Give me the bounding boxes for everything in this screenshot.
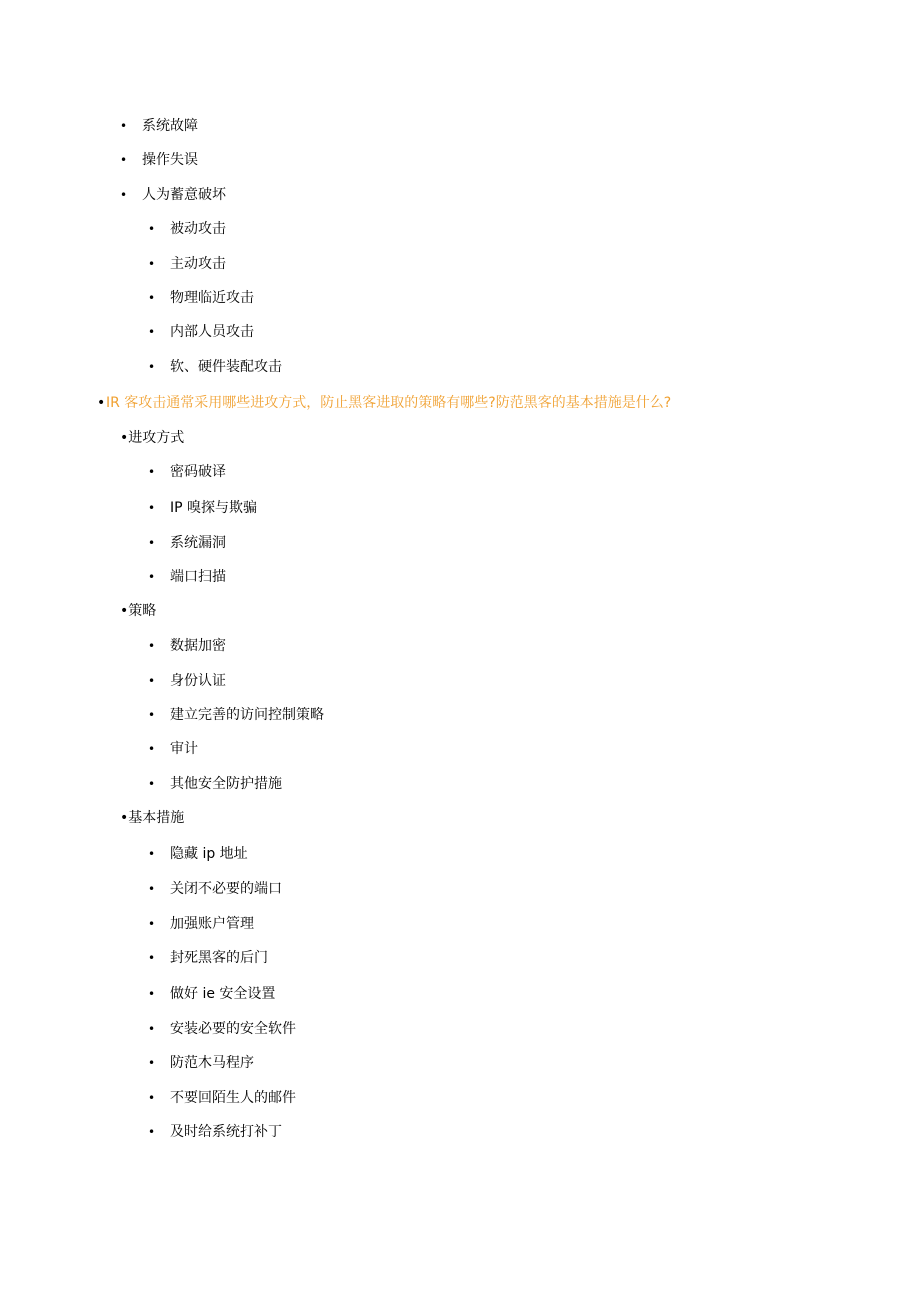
- list-item-text: 关闭不必要的端口: [170, 881, 282, 897]
- bullet: •: [148, 1056, 156, 1070]
- bullet: •: [148, 951, 156, 965]
- bullet: •: [120, 119, 128, 133]
- bullet: •: [148, 465, 156, 479]
- bullet: •: [148, 847, 156, 861]
- list-item-text: 软、硬件装配攻击: [170, 359, 282, 375]
- list-item-text: 其他安全防护措施: [170, 776, 282, 792]
- list-item-text: 及时给系统打补丁: [170, 1124, 282, 1140]
- section-title-text: •基本措施: [120, 810, 185, 826]
- list-item-text: 防范木马程序: [170, 1055, 254, 1071]
- list-item-text: 身份认证: [170, 673, 226, 689]
- list-item-text: 数据加密: [170, 638, 226, 654]
- list-item-text: 不要回陌生人的邮件: [170, 1090, 296, 1106]
- bullet: •: [148, 325, 156, 339]
- bullet: •: [148, 674, 156, 688]
- section-title-text: •策略: [120, 603, 157, 619]
- list-item-text: 端口扫描: [170, 569, 226, 585]
- list-item-text: 人为蓄意破坏: [142, 187, 226, 203]
- bullet: •: [148, 708, 156, 722]
- section-title-text: •进攻方式: [120, 430, 185, 446]
- list-item-text: 内部人员攻击: [170, 324, 254, 340]
- list-item-text: 系统故障: [142, 118, 198, 134]
- bullet: •: [148, 291, 156, 305]
- bullet: •: [148, 222, 156, 236]
- bullet: •: [148, 536, 156, 550]
- list-item-text: 系统漏洞: [170, 535, 226, 551]
- bullet: •: [148, 360, 156, 374]
- bullet: •: [148, 1022, 156, 1036]
- list-item-text: 安装必要的安全软件: [170, 1021, 296, 1037]
- bullet: •: [148, 742, 156, 756]
- bullet: •: [148, 1125, 156, 1139]
- list-item-text: 物理临近攻击: [170, 290, 254, 306]
- bullet: •: [148, 570, 156, 584]
- list-item-text: 密码破译: [170, 464, 226, 480]
- list-item-text: IP 嗅探与欺骗: [170, 500, 258, 516]
- list-item-text: 审计: [170, 741, 198, 757]
- bullet: •: [148, 501, 156, 515]
- list-item-text: 加强账户管理: [170, 916, 254, 932]
- bullet: •: [148, 639, 156, 653]
- bullet: •: [148, 1091, 156, 1105]
- bullet: •: [120, 188, 128, 202]
- bullet: •: [148, 917, 156, 931]
- list-item-text: 建立完善的访问控制策略: [170, 707, 324, 723]
- list-item-text: 做好 ie 安全设置: [170, 986, 276, 1002]
- list-item-text: 封死黑客的后门: [170, 950, 268, 966]
- bullet: •: [97, 395, 106, 411]
- bullet: •: [120, 153, 128, 167]
- bullet: •: [148, 777, 156, 791]
- question-text: IR 客攻击通常采用哪些进攻方式，防止黑客进取的策略有哪些?防范黑客的基本措施是什么?: [106, 395, 672, 411]
- bullet: •: [148, 257, 156, 271]
- bullet: •: [148, 882, 156, 896]
- list-item-text: 主动攻击: [170, 256, 226, 272]
- list-item-text: 被动攻击: [170, 221, 226, 237]
- list-item-text: 操作失误: [142, 152, 198, 168]
- bullet: •: [148, 987, 156, 1001]
- list-item-text: 隐藏 ip 地址: [170, 846, 248, 862]
